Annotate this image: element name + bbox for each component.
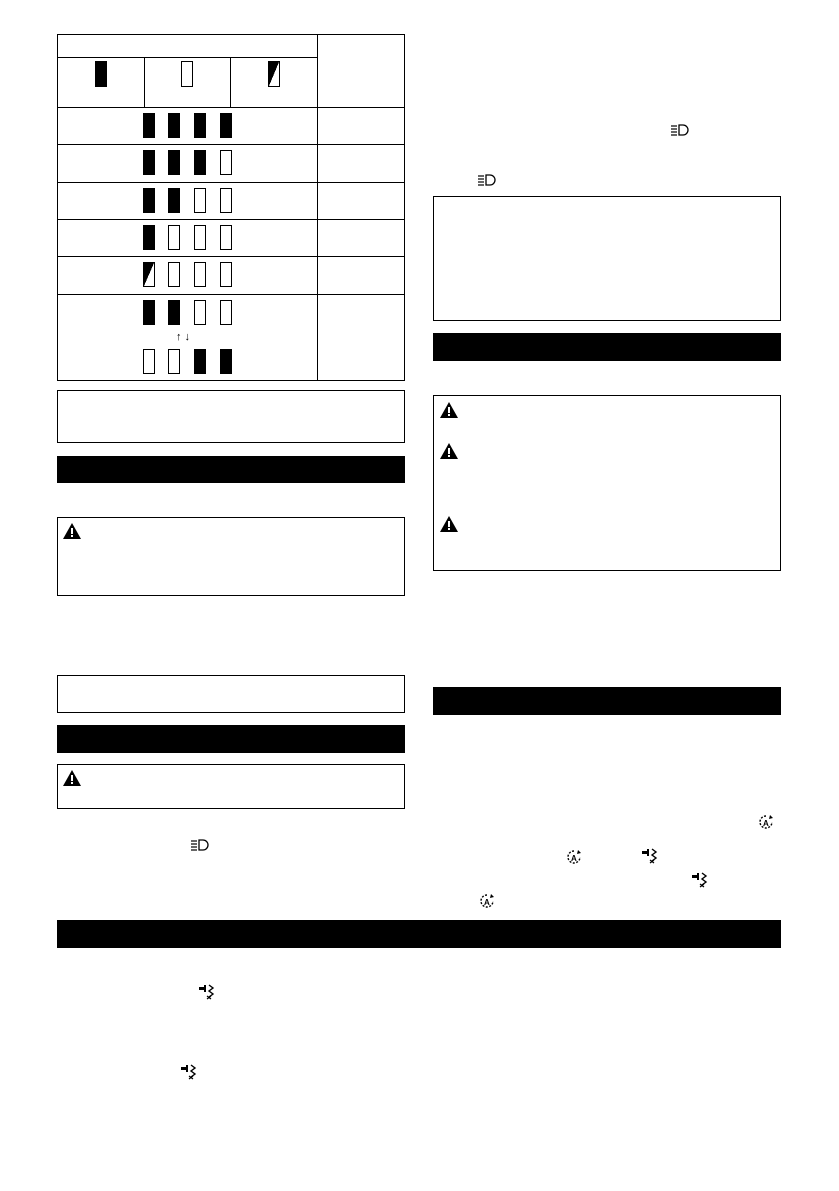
indicator-lamp — [194, 262, 206, 287]
indicator-lamp — [194, 150, 206, 175]
drilling-mode-icon — [180, 1064, 198, 1080]
drilling-mode-icon — [691, 872, 709, 888]
indicator-lamp — [143, 349, 155, 374]
alternating-arrows: ↑ ↓ — [176, 331, 191, 343]
auto-stop-mode-icon — [479, 893, 495, 909]
drilling-mode-icon — [641, 848, 659, 864]
indicator-lamp — [143, 188, 155, 213]
section-heading-bar — [433, 333, 781, 361]
indicator-lamp — [168, 113, 180, 138]
indicator-lamp — [168, 262, 180, 287]
section-heading-bar — [57, 920, 781, 948]
caution-box — [433, 395, 781, 571]
table-divider — [57, 144, 405, 145]
section-heading-bar — [57, 456, 405, 483]
warning-triangle-icon — [440, 516, 458, 532]
table-divider — [317, 34, 318, 381]
indicator-lamp — [220, 150, 232, 175]
table-divider — [57, 107, 405, 108]
indicator-lamp — [168, 349, 180, 374]
note-box — [433, 196, 781, 321]
indicator-lamp — [143, 150, 155, 175]
indicator-lamp — [220, 188, 232, 213]
legend-lighted-lamp — [95, 61, 107, 87]
indicator-lamp — [143, 113, 155, 138]
indicator-lamp — [194, 300, 206, 325]
table-divider — [57, 294, 405, 295]
warning-triangle-icon — [440, 443, 458, 459]
table-divider — [57, 182, 405, 183]
note-box — [57, 675, 405, 713]
section-heading-bar — [57, 725, 405, 753]
table-divider — [57, 256, 405, 257]
indicator-lamp — [168, 188, 180, 213]
legend-off-lamp — [181, 61, 193, 87]
indicator-lamp — [143, 300, 155, 325]
front-light-icon — [190, 839, 210, 851]
indicator-lamp — [220, 349, 232, 374]
legend-blinking-lamp — [268, 61, 280, 87]
indicator-lamp — [194, 188, 206, 213]
indicator-lamp — [220, 113, 232, 138]
warning-triangle-icon — [63, 523, 81, 539]
svg-text:A: A — [484, 898, 490, 907]
indicator-lamp — [168, 225, 180, 250]
svg-text:A: A — [571, 854, 577, 863]
indicator-lamp — [168, 150, 180, 175]
indicator-lamp — [194, 349, 206, 374]
caution-box — [57, 764, 405, 809]
table-divider — [144, 57, 145, 108]
caution-box — [57, 517, 405, 596]
indicator-lamp — [168, 300, 180, 325]
indicator-lamp — [143, 225, 155, 250]
drilling-mode-icon — [198, 984, 216, 1000]
front-light-icon — [670, 124, 690, 136]
auto-stop-mode-icon — [566, 849, 582, 865]
svg-text:A: A — [763, 819, 769, 828]
indicator-lamp — [194, 225, 206, 250]
indicator-lamp — [143, 262, 155, 287]
table-divider — [57, 219, 405, 220]
table-divider — [230, 57, 231, 108]
indicator-lamp — [220, 262, 232, 287]
table-divider — [57, 57, 317, 58]
front-light-icon — [477, 174, 497, 186]
indicator-lamp — [220, 225, 232, 250]
warning-triangle-icon — [63, 770, 81, 786]
warning-triangle-icon — [440, 402, 458, 418]
indicator-lamp — [194, 113, 206, 138]
note-box — [57, 390, 405, 443]
auto-stop-mode-icon — [758, 814, 774, 830]
indicator-lamp — [220, 300, 232, 325]
section-heading-bar — [433, 687, 781, 715]
